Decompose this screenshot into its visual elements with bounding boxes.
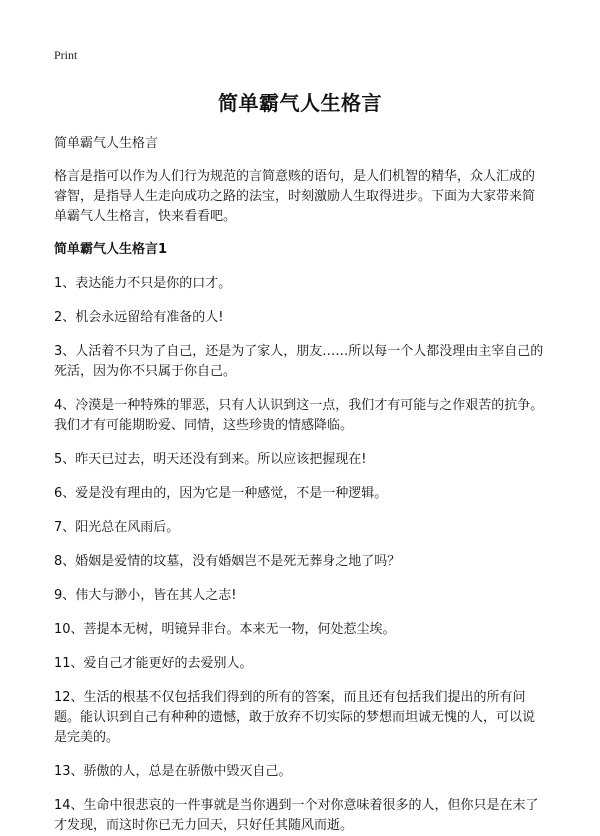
quote-item: 12、生活的根基不仅包括我们得到的所有的答案，而且还有包括我们提出的所有问题。能认识到自己有种种的遗憾，敢于放弃不切实际的梦想而坦诚无愧的人，可以说是完美的。 [54, 690, 536, 745]
quote-item: 2、机会永远留给有准备的人! [54, 310, 224, 325]
quote-item: 3、人活着不只为了自己，还是为了家人，朋友……所以每一个人都没理由主宰自己的死活，因为你不只属于你自己。 [54, 344, 544, 379]
quote-item: 14、生命中很悲哀的一件事就是当你遇到一个对你意味着很多的人，但你只是在末了才发现，而这时你已无力回天，只好任其随风而逝。 [54, 798, 539, 833]
quote-item: 13、骄傲的人，总是在骄傲中毁灭自己。 [54, 764, 292, 779]
quote-item: 5、昨天已过去，明天还没有到来。所以应该把握现在! [54, 452, 367, 467]
page-title: 简单霸气人生格言 [218, 91, 382, 115]
print-link[interactable]: Print [54, 48, 78, 62]
quote-item: 10、菩提本无树，明镜异非台。本来无一物，何处惹尘埃。 [54, 622, 396, 637]
section-heading: 简单霸气人生格言1 [54, 242, 168, 257]
intro-paragraph: 格言是指可以作为人们行为规范的言简意赅的语句，是人们机智的精华，众人汇成的睿智，是指导人生走向成功之路的法宝，时刻激励人生取得进步。下面为大家带来简单霸气人生格言，快来看看吧。 [54, 169, 536, 224]
quote-item: 7、阳光总在风雨后。 [54, 520, 180, 535]
quote-item: 4、冷漠是一种特殊的罪恶，只有人认识到这一点，我们才有可能与之作艰苦的抗争。我们才有可能期盼爱、同情，这些珍贵的情感降临。 [54, 398, 544, 433]
quote-item: 11、爱自己才能更好的去爱别人。 [54, 656, 253, 671]
quote-item: 9、伟大与渺小，皆在其人之志! [54, 588, 237, 603]
quote-item: 8、婚姻是爱情的坟墓，没有婚姻岂不是死无葬身之地了吗？ [54, 554, 401, 569]
subtitle: 简单霸气人生格言 [54, 136, 159, 151]
quote-item: 1、表达能力不只是你的口才。 [54, 276, 232, 291]
quote-item: 6、爱是没有理由的，因为它是一种感觉，不是一种逻辑。 [54, 486, 388, 501]
